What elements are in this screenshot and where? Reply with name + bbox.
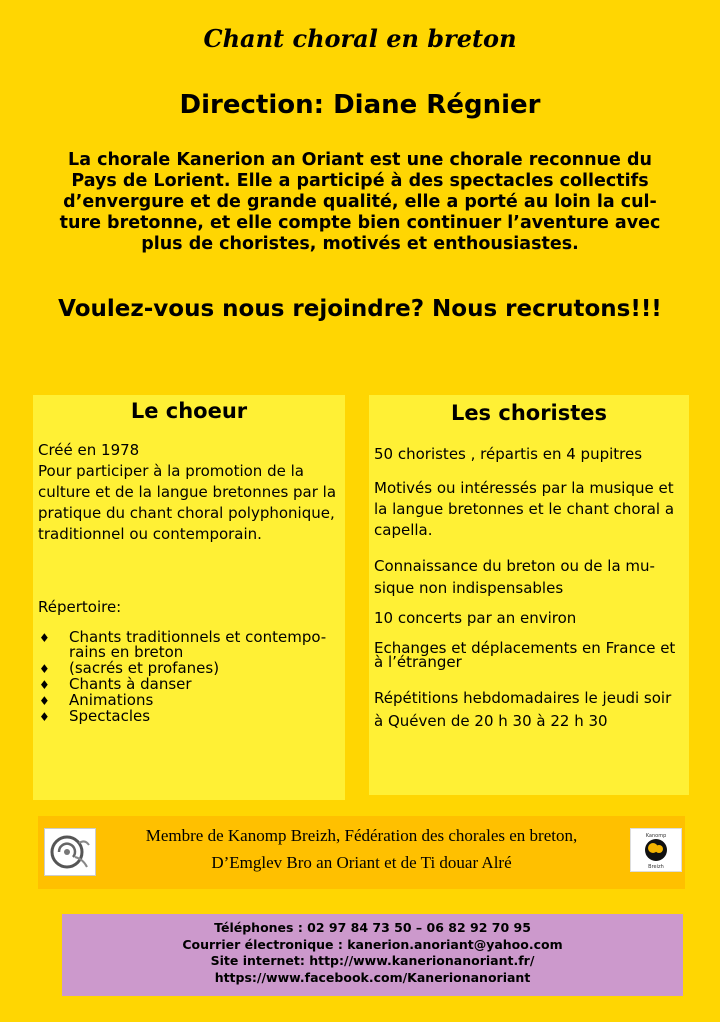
membership-text <box>98 822 625 876</box>
choristes-item: Motivés ou intéressés par la musique et <box>374 479 674 497</box>
svg-text:Breizh: Breizh <box>648 864 664 870</box>
choristes-item: à Quéven de 20 h 30 à 22 h 30 <box>374 712 608 730</box>
contact-phones: Téléphones : 02 97 84 73 50 – 06 82 92 70 95 <box>214 920 531 935</box>
membership-line: D’Emglev Bro an Oriant et de Ti douar Alré <box>211 853 512 872</box>
choeur-purpose-line: Pour participer à la promotion de la <box>38 462 304 480</box>
membership-line: Membre de Kanomp Breizh, Fédération des chorales en breton, <box>145 826 578 845</box>
contact-website[interactable]: Site internet: http://www.kanerionanoriant.fr/ <box>210 953 535 968</box>
list-item: ♦ Spectacles <box>39 707 151 725</box>
repertoire-label: Répertoire: <box>38 598 122 616</box>
swirl-icon <box>45 829 95 875</box>
intro-line: d’envergure et de grande qualité, elle a porté au loin la cul- <box>63 192 657 212</box>
contact-box <box>62 914 683 996</box>
choristes-item: Répétitions hebdomadaires le jeudi soir <box>374 689 672 707</box>
choeur-heading: Le choeur <box>130 399 248 423</box>
choristes-heading: Les choristes <box>450 401 608 425</box>
choristes-item: la langue bretonnes et le chant choral a <box>374 500 675 518</box>
choeur-purpose-line: culture et de la langue bretonnes par la <box>38 483 337 501</box>
kanomp-breizh-logo <box>630 828 682 872</box>
choeur-purpose-line: traditionnel ou contemporain. <box>38 525 262 543</box>
choeur-created: Créé en 1978 <box>38 441 140 459</box>
list-item: ♦ Animations <box>39 691 154 709</box>
intro-line: La chorale Kanerion an Oriant est une chorale reconnue du <box>68 150 652 170</box>
choristes-item: sique non indispensables <box>374 579 564 597</box>
page-title: Chant choral en breton <box>203 24 517 53</box>
kanerion-logo <box>44 828 96 876</box>
list-item: ♦ (sacrés et profanes) <box>39 659 220 677</box>
choristes-item: capella. <box>374 521 433 539</box>
list-item: ♦ Chants à danser <box>39 675 192 693</box>
choristes-item: 50 choristes , répartis en 4 pupitres <box>374 445 643 463</box>
choeur-box <box>33 395 345 800</box>
bullet-icon: ♦ <box>39 694 50 708</box>
intro-line: Pays de Lorient. Elle a participé à des spectacles collectifs <box>71 171 649 191</box>
choristes-item: 10 concerts par an environ <box>374 609 577 627</box>
bullet-icon: ♦ <box>39 662 50 676</box>
bullet-icon: ♦ <box>39 631 50 645</box>
membership-banner <box>38 816 685 889</box>
recruit-heading: Voulez-vous nous rejoindre? Nous recrutons!!! <box>58 296 662 322</box>
bullet-icon: ♦ <box>39 710 50 724</box>
choeur-purpose-line: pratique du chant choral polyphonique, <box>38 504 335 522</box>
intro-line: ture bretonne, et elle compte bien continuer l’aventure avec <box>59 213 661 233</box>
intro-paragraph <box>40 150 680 255</box>
list-item: ♦ Chants traditionnels et contempo- <box>39 628 327 646</box>
choristes-box <box>369 395 689 795</box>
list-item: rains en breton <box>69 643 184 661</box>
direction-heading: Direction: Diane Régnier <box>179 90 541 120</box>
choristes-item: Connaissance du breton ou de la mu- <box>374 557 655 575</box>
svg-text:Kanomp: Kanomp <box>645 833 667 839</box>
intro-line: plus de choristes, motivés et enthousiastes. <box>141 234 579 254</box>
choristes-item: à l’étranger <box>374 653 462 671</box>
contact-email[interactable]: Courrier électronique : kanerion.anoriant@yahoo.com <box>182 936 563 952</box>
kanomp-breizh-icon <box>631 829 681 871</box>
choristes-item: Echanges et déplacements en France et <box>374 639 676 657</box>
bullet-icon: ♦ <box>39 678 50 692</box>
contact-facebook[interactable]: https://www.facebook.com/Kanerionanoriant <box>214 969 531 985</box>
